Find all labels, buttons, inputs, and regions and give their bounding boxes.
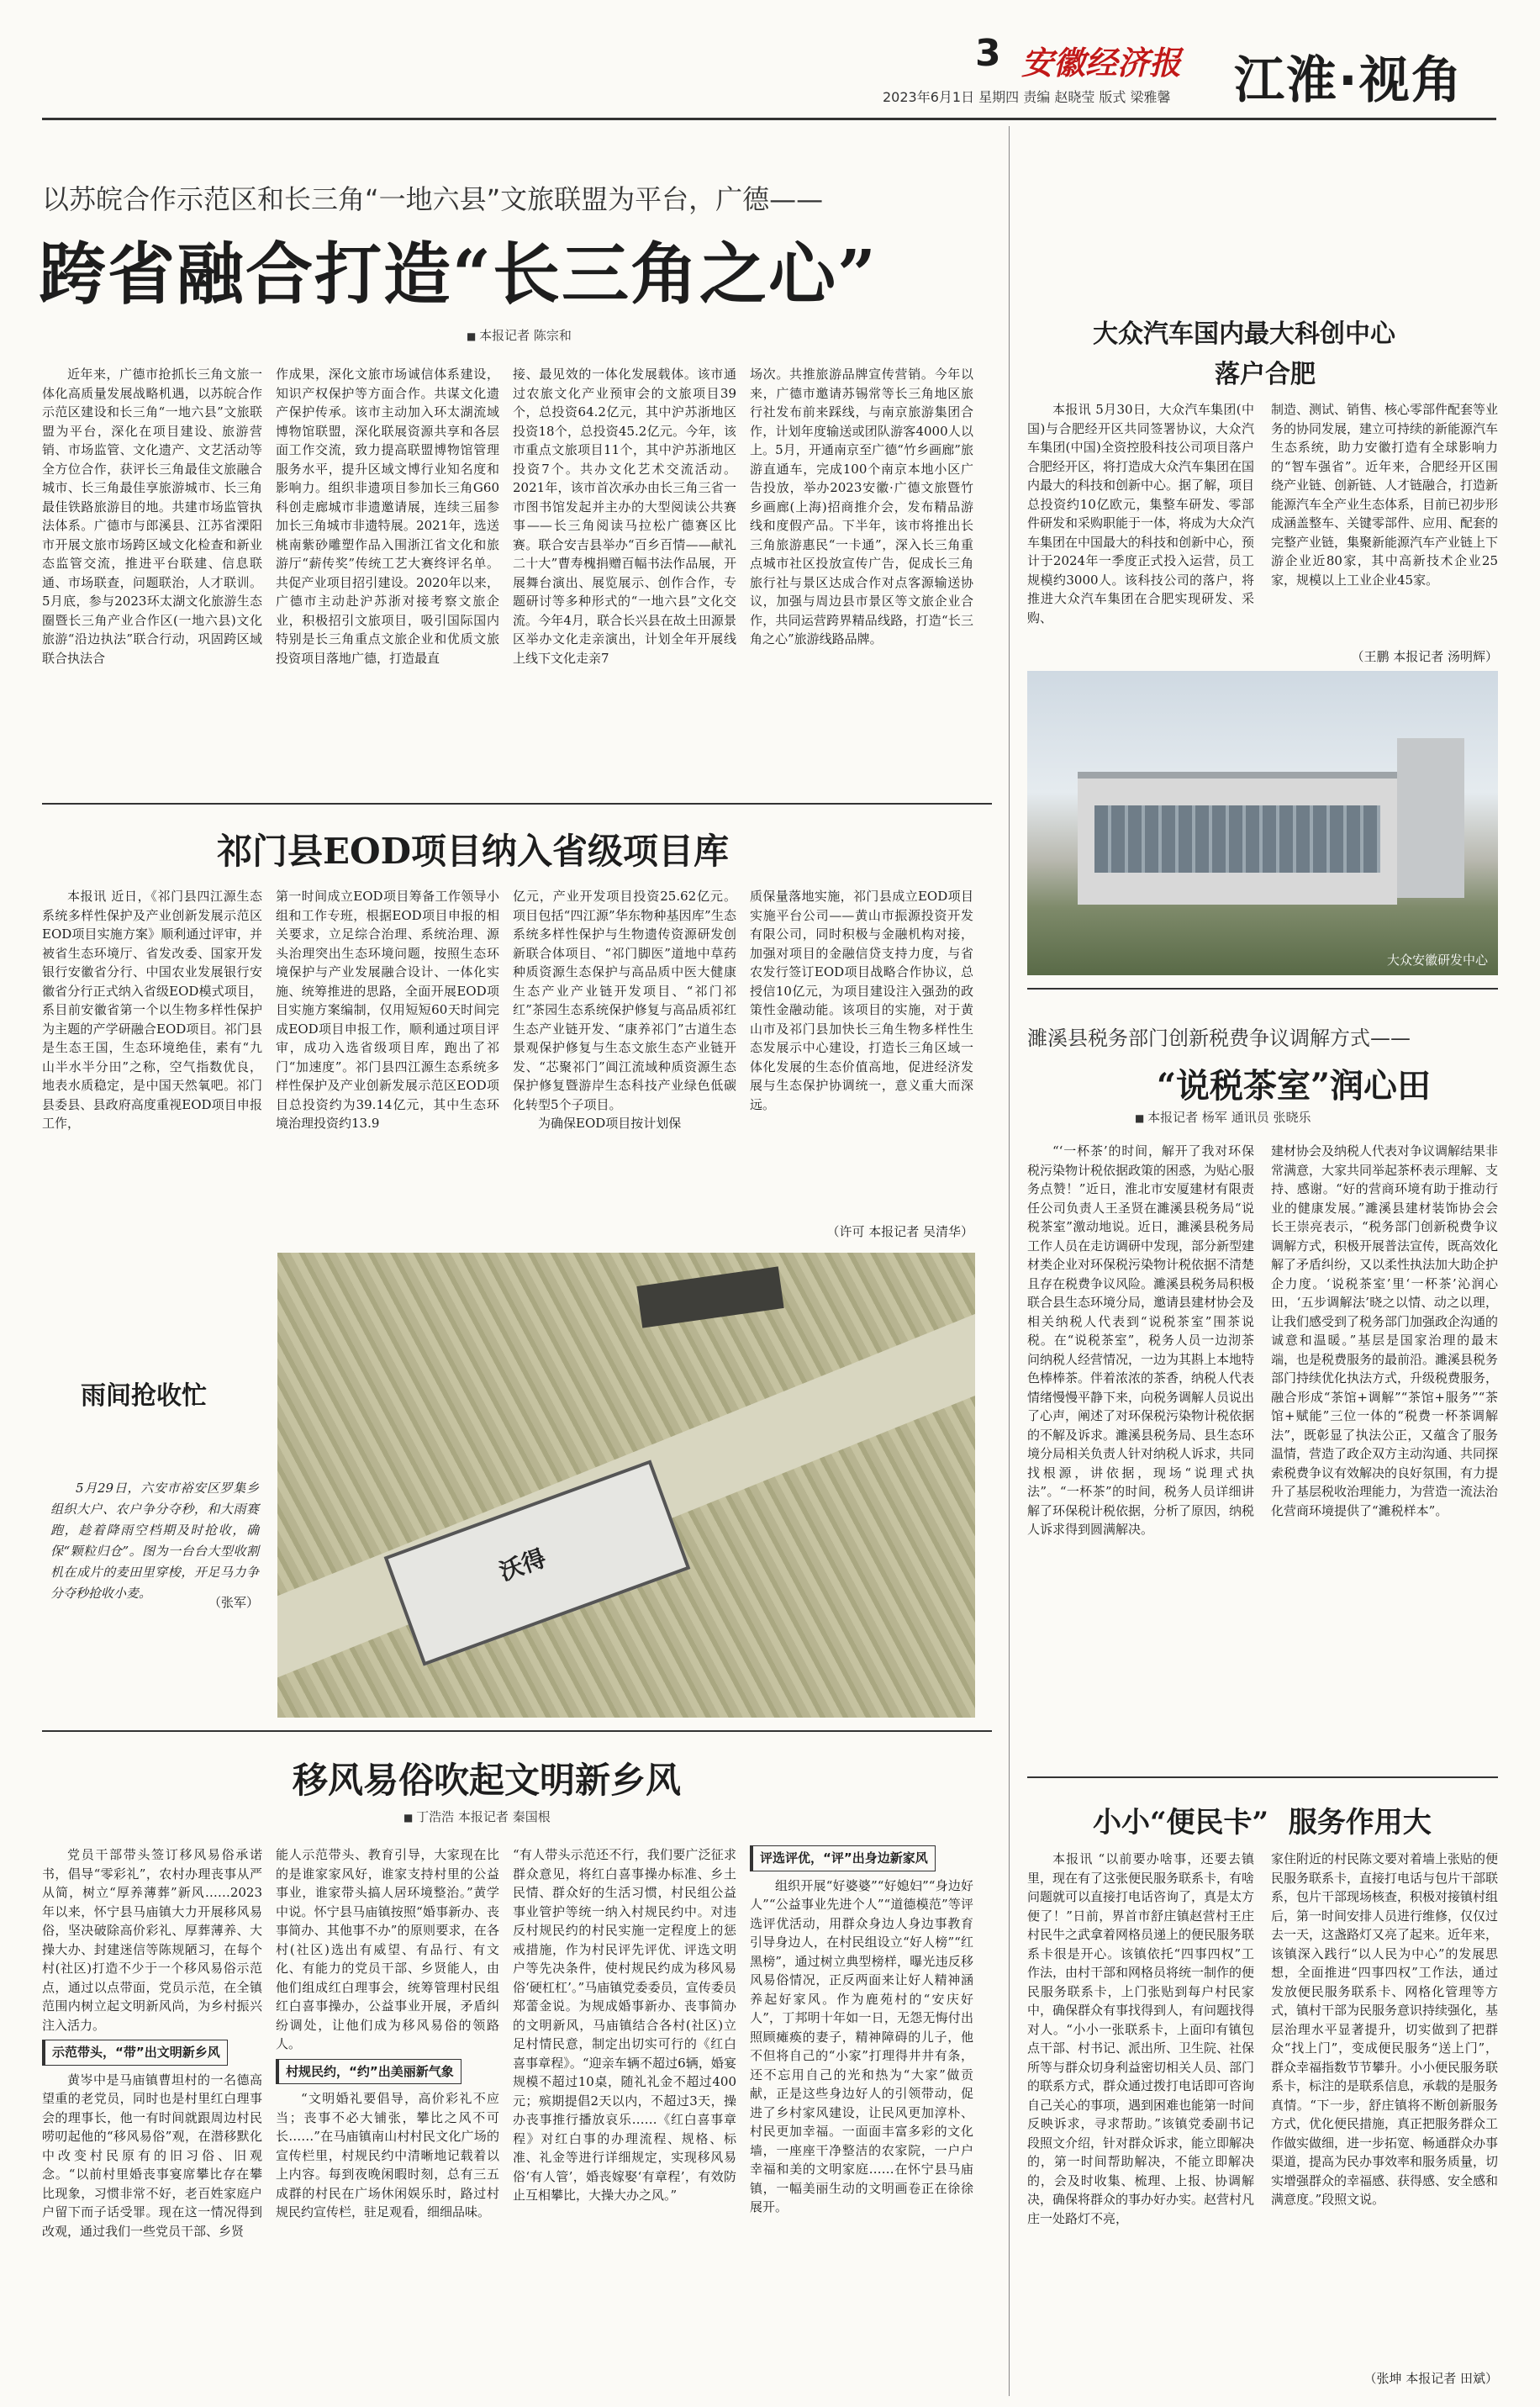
lead-col-2: 作成果，深化文旅市场诚信体系建设，知识产权保护等方面合作。共谋文化遗产保护传承。该市主动加入环太湖流域博物馆联盟，深化联展资源共享和各层面工作交流，致力提高联盟博物馆管理服务水平，提升区域文博行业知名度和影响力。组织非遗项目参加长三角G60科创走廊城市非遗邀请展，连续三届参加长三角城市非遗特展。2021年，选送桃南紫砂雕塑作品入围浙江省文化和旅游厅“薪传奖”传统工艺大赛终评名单。共促产业项目招引建设。2020年以来，广德市主动赴沪苏浙对接考察文旅企业，积极招引文旅项目，吸引国际国内特别是长三角重点文旅企业和优质文旅投资项目落地广德，打造最直 (276, 367, 499, 666)
lead-col-1: 近年来，广德市抢抓长三角文旅一体化高质量发展战略机遇，以苏皖合作示范区建设和长三角“一地六县”文旅联盟为平台，深化在项目建设、旅游营销、市场监管、文化遗产、文艺活动等全方位合作，获评长三角最佳文旅融合城市、长三角最佳享旅游城市、长三角最佳铁路旅游目的地。共建市场监管执法体系。广德市与郎溪县、江苏省溧阳市开展文旅市场跨区域文化检查和新业态监管交流，推进平台联建、信息联通、市场联查，问题联治，人才联训。5月底，参与2023环太湖文化旅游生态圈暨长三角产业合作区(一地六县)文化旅游“沿边执法”联合行动，巩固跨区域联合执法合 (42, 367, 262, 666)
culture-top-rule (42, 1730, 992, 1732)
vertical-rule-right (1009, 126, 1010, 2396)
tax-byline: ■ 本报记者 杨军 通讯员 张晓乐 (1135, 1108, 1311, 1126)
culture-subhead-2: 村规民约，“约”出美丽新气象 (276, 2059, 461, 2085)
harvest-title: 雨间抢收忙 (81, 1381, 207, 1411)
culture-col-1: 党员干部带头签订移风易俗承诺书，倡导“零彩礼”，农村办理丧事从严从简，树立“厚养薄葬”新风……2023年以来，怀宁县马庙镇大力开展移风易俗，坚决破除高价彩礼、厚葬薄养、大操大办、封建迷信等陈规陋习，在每个村(社区)打造不少于一个移风易俗示范点，通过以点带面，党员示范，在全镇范围内树立起文明新风尚，为乡村振兴注入活力。 示范带头，“带”出文明新乡风 黄岑中是马庙镇曹坦村的一名德高望重的老党员，同时也是村里红白理事会的理事长，他一有时间就跟周边村民唠叨起他的“移风易俗”观，在潜移默化中改变村民原有的旧习俗、旧观念。“以前村里婚丧事宴席攀比存在攀比现象，习惯非常不好，老百姓家庭户户留下而子话受罪。现在这一情况得到改观，通过我们一些党员干部、乡贤 (42, 1847, 262, 2239)
harvester-label: 沃得 (495, 1544, 550, 1586)
eod-col-1: 本报讯 近日，《祁门县四江源生态系统多样性保护及产业创新发展示范区EOD项目实施方案》顺利通过评审，并被省生态环境厅、省发改委、国家开发银行安徽省分行、中国农业发展银行安徽省分行正式纳入省级EOD模式项目，系目前安徽省第一个以生物多样性保护为主题的产学研融合EOD项目。祁门县是生态王国，生态环境绝佳，素有“九山半水半分田”之称，空气指数优良，地表水质稳定，是中国天然氧吧。祁门县委县、县政府高度重视EOD项目申报工作， (42, 889, 262, 1131)
culture-subhead-3: 评选评优，“评”出身边新家风 (750, 1845, 936, 1871)
eod-col-2: 第一时间成立EOD项目筹备工作领导小组和工作专班，根据EOD项目申报的相关要求，立足综合治理、系统治理、源头治理突出生态环境问题，按照生态环境保护与产业发展融合设计、一体化实施、统筹推进的思路，全面开展EOD项目实施方案编制，仅用短短60天时间完成EOD项目申报工作，顺利通过项目评审，成功入选省级项目库，跑出了祁门“加速度”。祁门县四江源生态系统多样性保护及产业创新发展示范区EOD项目总投资约为39.14亿元，其中生态环境治理投资约13.9 (276, 889, 499, 1131)
card-title: 小小“便民卡” 服务作用大 (1093, 1806, 1432, 1840)
lead-title: 跨省融合打造“长三角之心” (39, 235, 878, 314)
vw-col-2: 制造、测试、销售、核心零部件配套等业务的协同发展，建立可持续的新能源汽车生态系统，助力安徽打造有全球影响力的“智车强省”。近年来，合肥经开区围绕产业链、创新链、人才链融合，打造新能源汽车全产业生态体系，目前已初步形成涵盖整车、关键零部件、应用、配套的完整产业链，集聚新能源汽车产业链上下游企业近80家，其中高新技术企业25家，规模以上工业企业45家。 (1271, 402, 1498, 588)
culture-title: 移风易俗吹起文明新乡风 (293, 1760, 682, 1801)
eod-credit: （许可 本报记者 吴清华） (826, 1224, 973, 1239)
card-col-1: 本报讯 “以前要办啥事，还要去镇里，现在有了这张便民服务联系卡，有啥问题就可以直接打电话咨询了，真是太方便了！”日前，界首市舒庄镇赵营村王庄村民牛之武拿着网格员递上的便民服务联系卡很是开心。该镇依托“四事四权”工作法，由村干部和网格员将统一制作的便民服务联系卡，上门张贴到每户村民家中，确保群众有事找得到人，有问题找得对人。“小小一张联系卡，上面印有镇包点干部、村书记、派出所、卫生院、社保所等与群众切身利益密切相关人员、部门的联系方式，群众通过拨打电话即可咨询自己关心的事项，遇到困难也能第一时间反映诉求，寻求帮助。”该镇党委副书记段照文介绍，针对群众诉求，能立即解决的，第一时间帮助解决，不能立即解决的，会及时收集、梳理、上报、协调解决，确保将群众的事办好办实。赵营村凡庄一处路灯不亮， (1027, 1851, 1254, 2226)
lead-col-4: 场次。共推旅游品牌宣传营销。今年以来，广德市邀请苏锡常等长三角地区旅行社发布前来踩线，与南京旅游集团合作，计划年度输送或团队游客4000人以上。5月，开通南京至广德“竹乡画廊”旅游直通车，完成100个南京本地小区广告投放，举办2023安徽·广德文旅暨竹乡画廊(上海)招商推介会，发布精品游线和度假产品。下半年，该市将推出长三角旅游惠民“一卡通”，深入长三角重点城市社区投放宣传广告，促成长三角旅行社与景区达成合作对点客源输送协议，加强与周边县市景区等文旅企业合作，共同运营跨界精品线路，打造“长三角之心”旅游线路品牌。 (750, 367, 973, 647)
vw-col-1: 本报讯 5月30日，大众汽车集团(中国)与合肥经开区共同签署协议，大众汽车集团(中国)全资控股科技公司项目落户合肥经开区，将打造成大众汽车集团在国内最大的科技和创新中心。据了解，项目总投资约10亿欧元，集整车研发、零部件研发和采购职能于一体，将成为大众汽车集团在中国最大的科技和创新中心，预计于2024年一季度正式投入运营，员工规模约3000人。该科技公司的落户，将推进大众汽车集团在合肥实现研发、采购、 (1027, 402, 1254, 626)
lead-byline: ■ 本报记者 陈宗和 (467, 326, 572, 344)
right-rule-2 (1027, 1776, 1498, 1778)
eod-title: 祁门县EOD项目纳入省级项目库 (217, 831, 730, 872)
vw-photo-caption: 大众安徽研发中心 (1386, 953, 1488, 968)
paper-name: 安徽经济报 (1021, 44, 1182, 82)
culture-subhead-1: 示范带头，“带”出文明新乡风 (42, 2040, 228, 2066)
lead-bottom-rule (42, 803, 992, 805)
vw-photo (1027, 671, 1498, 975)
section-title: 江淮·视角 (1234, 51, 1464, 110)
vw-building-glass (1094, 805, 1380, 873)
date-line: 2023年6月1日 星期四 责编 赵晓莹 版式 梁雅馨 (883, 89, 1171, 105)
page-number: 3 (975, 32, 1001, 75)
card-col-2: 家住附近的村民陈文要对着墙上张贴的便民服务联系卡，直接打电话与包片干部联系，包片干部现场核查，积极对接镇村组后，第一时间安排人员进行维修，仅仅过去一天，这盏路灯又亮了起来。近年来，该镇深入践行“以人民为中心”的发展思想，全面推进“四事四权”工作法，通过发放便民服务联系卡、网格化管理等方式，镇村干部为民服务意识持续强化，基层治理水平显著提升，切实做到了把群众“找上门”，变成便民服务“送上门”，群众幸福指数节节攀升。小小便民服务联系卡，标注的是联系信息，承载的是服务真情。“下一步，舒庄镇将不断创新服务方式，优化便民措施，真正把服务群众工作做实做细，进一步拓宽、畅通群众办事渠道，提高为民办事效率和服务质量，切实增强群众的幸福感、获得感、安全感和满意度。”段照文说。 (1271, 1851, 1498, 2207)
eod-col-4: 质保量落地实施，祁门县成立EOD项目实施平台公司——黄山市振源投资开发有限公司，同时积极与金融机构对接，加强对项目的金融信贷支持力度，与省农发行签订EOD项目战略合作协议，总授信10亿元，为项目建设注入强劲的政策性金融动能。该项目的实施，对于黄山市及祁门县加快长三角生物多样性生态发展示中心建设，打造长三角区域一体化发展的生态价值高地，促进经济发展与生态保护协调统一，意义重大而深远。 (750, 889, 973, 1112)
culture-col-2: 能人示范带头、教育引导，大家现在比的是谁家家风好，谁家支持村里的公益事业，谁家带头搞人居环境整治。”黄学中说。怀宁县马庙镇按照“婚事新办、丧事简办、其他事不办”的原则要求，在各村(社区)选出有威望、有品行、有文化、有能力的党员干部、乡贤能人，由他们组成红白理事会，统筹管理村民组红白喜事操办，公益事业开展，矛盾纠纷调处，让他们成为移风易俗的领路人。 村规民约，“约”出美丽新气象 “文明婚礼要倡导，高价彩礼不应当；丧事不必大铺张，攀比之风不可长……”在马庙镇南山村村民文化广场的宣传栏里，村规民约中清晰地记载着以上内容。每到夜晚闲暇时刻，总有三五成群的村民在广场休闲娱乐时，路过村规民约宣传栏，驻足观看，细细品味。 (276, 1847, 499, 2220)
vw-title-line2: 落户合肥 (1215, 360, 1316, 389)
harvest-credit: （张军） (208, 1595, 259, 1610)
culture-col-3: “有人带头示范还不行，我们要广泛征求群众意见，将红白喜事操办标准、乡土民情、群众好的生活习惯，村民组公益事业管护等统一纳入村规民约中。对违反村规民约的村民实施一定程度上的惩戒措施，作为村民评先评优、评选文明户等先决条件，使村规民约成为移风易俗‘硬杠杠’。”马庙镇党委委员，宣传委员郑蕾金说。为规成婚事新办、丧事简办的文明新风，马庙镇结合各村(社区)立足村情民意，制定出切实可行的《红白喜事章程》。“迎亲车辆不超过6辆，婚宴规模不超过10桌，随礼礼金不超过400元；殡期提倡2天以内，不超过3天，操办丧事推行播放哀乐……《红白喜事章程》对红白事的办理流程、规格、标准、礼金等进行详细规定，实现移风易俗‘有人管’，婚丧嫁娶‘有章程’，有效防止互相攀比，大操大办之风。” (513, 1847, 736, 2203)
masthead (0, 0, 1540, 126)
vw-title-line1: 大众汽车国内最大科创中心 (1093, 319, 1395, 349)
right-rule-1 (1027, 988, 1498, 990)
tax-col-2: 建材协会及纳税人代表对争议调解结果非常满意，大家共同举起茶杯表示理解、支持、感谢。“好的营商环境有助于推动行业的健康发展。”濉溪县建材装饰协会会长王崇亮表示，“税务部门创新税费争议调解方式，积极开展普法宣传，既高效化解了矛盾纠纷，又以柔性执法加大助企护企力度。‘说税茶室’里‘一杯茶’沁润心田，‘五步调解法’晓之以情、动之以理，让我们感受到了税务部门加强政企沟通的诚意和温暖。”基层是国家治理的最末端，也是税费服务的最前沿。濉溪县税务部门持续优化执法方式，升级税费服务，融合形成“茶馆+调解”“茶馆+服务”“茶馆+赋能”三位一体的“税费一杯茶调解法”，既彰显了执法公正，又蕴含了服务温情，营造了政企双方主动沟通、共同探索税费争议有效解决的良好氛围，有力提升了基层税收治理能力，为营造一流法治化营商环境提供了“濉税样本”。 (1271, 1143, 1498, 1518)
tax-col-1: “‘一杯茶’的时间，解开了我对环保税污染物计税依据政策的困惑，为贴心服务点赞！”近日，淮北市安厦建材有限责任公司负责人王圣贤在濉溪县税务局“说税茶室”激动地说。近日，濉溪县税务局工作人员在走访调研中发现，部分新型建材类企业对环保税污染物计税依据不清楚且存在税费争议风险。濉溪县税务局积极联合县生态环境分局，邀请县建材协会及相关纳税人代表到“说税茶室”围茶说税。在“说税茶室”，税务人员一边沏茶问纳税人经营情况，一边为其斟上本地特色棒棒茶。伴着浓浓的茶香，纳税人代表情绪慢慢平静下来，向税务调解人员说出了心声，阐述了对环保税污染物计税依据的不解及诉求。濉溪县税务局、县生态环境分局相关负责人针对纳税人诉求，共同找根源，讲依据，现场“说理式执法”。“一杯茶”的时间，税务人员详细讲解了环保税计税依据，分析了原因，纳税人诉求得到圆满解决。 (1027, 1143, 1254, 1537)
harvest-photo (277, 1253, 975, 1718)
vw-building-tower (1397, 738, 1464, 898)
lead-col-3: 接、最见效的一体化发展载体。该市通过农旅文化产业预审会的文旅项目39个，总投资64.2亿元，其中沪苏浙地区投资18个，总投资45.2亿元。今年，该市重点文旅项目11个，其中沪苏浙地区投资7个。共办文化艺术交流活动。2021年，该市首次承办由长三角三省一市图书馆发起并主办的大型阅读公共赛事——长三角阅读马拉松广德赛区比赛。联合安吉县举办“百乡百情——献礼二十大”曹寿槐捐赠百幅书法作品展，开展舞台演出、展览展示、创作合作，专题研讨等多种形式的“一地六县”文化交流。今年4月，联合长兴县在故土田源景区举办文化走亲演出，计划全年开展线上线下文化走亲7 (513, 367, 736, 666)
tax-title: “说税茶室”润心田 (1157, 1066, 1432, 1106)
card-credit: （张坤 本报记者 田斌） (1363, 2371, 1498, 2386)
vw-credit: （王鹏 本报记者 汤明辉） (1351, 649, 1498, 664)
culture-byline: ■ 丁浩浩 本报记者 秦国根 (403, 1808, 551, 1825)
eod-col-3: 亿元，产业开发项目投资25.62亿元。项目包括“四江源”华东物种基因库”生态系统多样性保护与生物遗传资源研发创新联合体项目、“祁门脚医”道地中草药种质资源生态保护与高品质中医大健康生态产业产业链开发项目、“祁门祁红”茶园生态系统保护修复与高品质祁红生态产业链开发、“康养祁门”古道生态景观保护修复与生态文旅生态产业链开发、“芯聚祁门”阊江流域种质资源生态保护修复暨游岸生态科技产业绿色低碳化转型5个子项目。 为确保EOD项目按计划保 (513, 889, 736, 1131)
culture-col-4: 评选评优，“评”出身边新家风 组织开展“好婆婆”“好媳妇”“身边好人”“公益事业先进个人”“道德模范”等评选评优活动，用群众身边人身边事教育引导身边人，在村民组设立“好人榜”“红黑榜”，通过树立典型榜样，曝光违反移风易俗情况，正反两面来让好人精神涵养起好家风。作为鹿苑村的“安庆好人”，丁邦明十年如一日，无怨无悔付出照顾瘫痪的妻子，精神障碍的儿子，他不但将自己的“小家”打理得井井有条，还不忘用自己的光和热为“大家”做贡献，正是这些身边好人的引领带动，促进了乡村家风建设，让民风更加淳朴、村民更加幸福。一面面丰富多彩的文化墙，一座座干净整洁的农家院，一户户幸福和美的文明家庭……在怀宁县马庙镇，一幅美丽生动的文明画卷正在徐徐展开。 (750, 1845, 973, 2383)
harvester-small (636, 1266, 783, 1328)
lead-kicker: 以苏皖合作示范区和长三角“一地六县”文旅联盟为平台，广德—— (42, 183, 824, 215)
tax-kicker: 濉溪县税务部门创新税费争议调解方式—— (1027, 1027, 1411, 1050)
harvest-caption: 5月29日，六安市裕安区罗集乡组织大户、农户争分夺秒，和大雨赛跑，趁着降雨空档期及时抢收，确保“颗粒归仓”。图为一台台大型收割机在成片的麦田里穿梭，开足马力争分夺秒抢收小麦。 (50, 1481, 259, 1601)
masthead-rule (42, 118, 1496, 120)
